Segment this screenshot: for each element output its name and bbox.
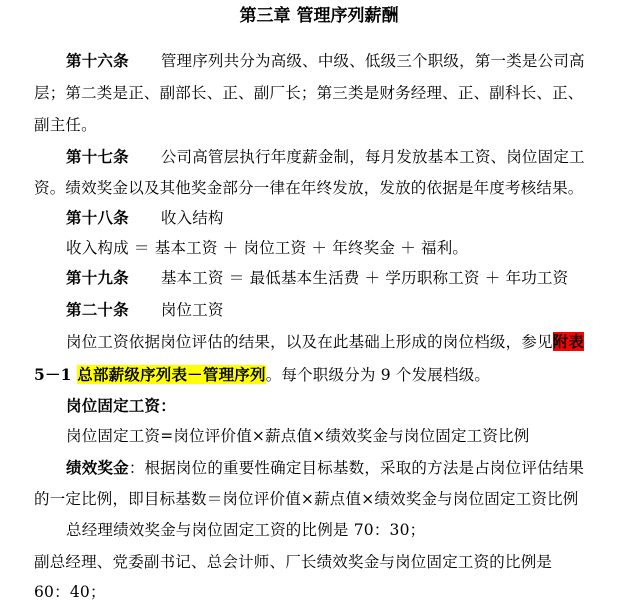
chapter-title: 第三章 管理序列薪酬 — [239, 6, 399, 26]
article-17-line-2: 资。绩效奖金以及其他奖金部分一律在年终发放，发放的依据是年度考核结果。 — [34, 179, 584, 197]
article-18-formula: 收入构成 ＝ 基本工资 ＋ 岗位工资 ＋ 年终奖金 ＋ 福利。 — [66, 239, 469, 257]
bonus-line-3: 总经理绩效奖金与岗位固定工资的比例是 70：30； — [66, 521, 426, 539]
article-19-text: 基本工资 ＝ 最低基本生活费 ＋ 学历职称工资 ＋ 年功工资 — [160, 269, 569, 287]
article-16-text-1: 管理序列共分为高级、中级、低级三个职级，第一类是公司高 — [160, 52, 585, 70]
bonus-heading: 绩效奖金 — [66, 458, 129, 477]
article-20-heading — [66, 300, 224, 320]
article-20-number: 第二十条 — [66, 300, 129, 319]
article-20-head: 岗位工资 — [160, 301, 224, 319]
article-20-line-1 — [66, 332, 584, 352]
bonus-line-2: 的一定比例，即目标基数＝岗位评价值×薪点值×绩效奖金与岗位固定工资比例 — [34, 490, 579, 508]
bonus-text-1: ：根据岗位的重要性确定目标基数，采取的方法是占岗位评估结果 — [128, 459, 585, 477]
article-17-number: 第十七条 — [66, 147, 129, 166]
article-17-text-1: 公司高管层执行年度薪金制，每月发放基本工资、岗位固定工 — [160, 148, 585, 166]
article-20-text-1: 岗位工资依据岗位评估的结果，以及在此基础上形成的岗位档级，参见 — [66, 333, 553, 351]
article-16-line-3: 副主任。 — [34, 116, 97, 134]
article-16-line-1 — [66, 51, 585, 71]
article-18-number: 第十八条 — [66, 208, 129, 227]
bonus-line-4: 副总经理、党委副书记、总会计师、厂长绩效奖金与岗位固定工资的比例是 — [34, 553, 553, 571]
bonus-line-5: 60：40； — [34, 583, 106, 601]
article-20-line-2 — [34, 365, 490, 385]
article-17-line-1 — [66, 147, 585, 167]
appendix-ref-highlight: 附表 — [552, 332, 585, 351]
article-19-number: 第十九条 — [66, 268, 129, 287]
article-18-heading — [66, 208, 224, 228]
bonus-line-1 — [66, 458, 584, 478]
fixed-salary-heading: 岗位固定工资： — [66, 396, 176, 415]
appendix-title-highlight: 总部薪级序列表－管理序列 — [77, 365, 266, 384]
fixed-salary-formula: 岗位固定工资=岗位评价值×薪点值×绩效奖金与岗位固定工资比例 — [66, 427, 530, 445]
appendix-number: 5－1 — [34, 365, 78, 384]
article-20-text-2: 。每个职级分为 9 个发展档级。 — [265, 366, 491, 384]
article-18-head: 收入结构 — [160, 209, 224, 227]
article-19-line — [66, 268, 568, 288]
article-16-line-2: 层；第二类是正、副部长、正、副厂长；第三类是财务经理、正、副科长、正、 — [34, 84, 584, 102]
article-16-number: 第十六条 — [66, 51, 129, 70]
